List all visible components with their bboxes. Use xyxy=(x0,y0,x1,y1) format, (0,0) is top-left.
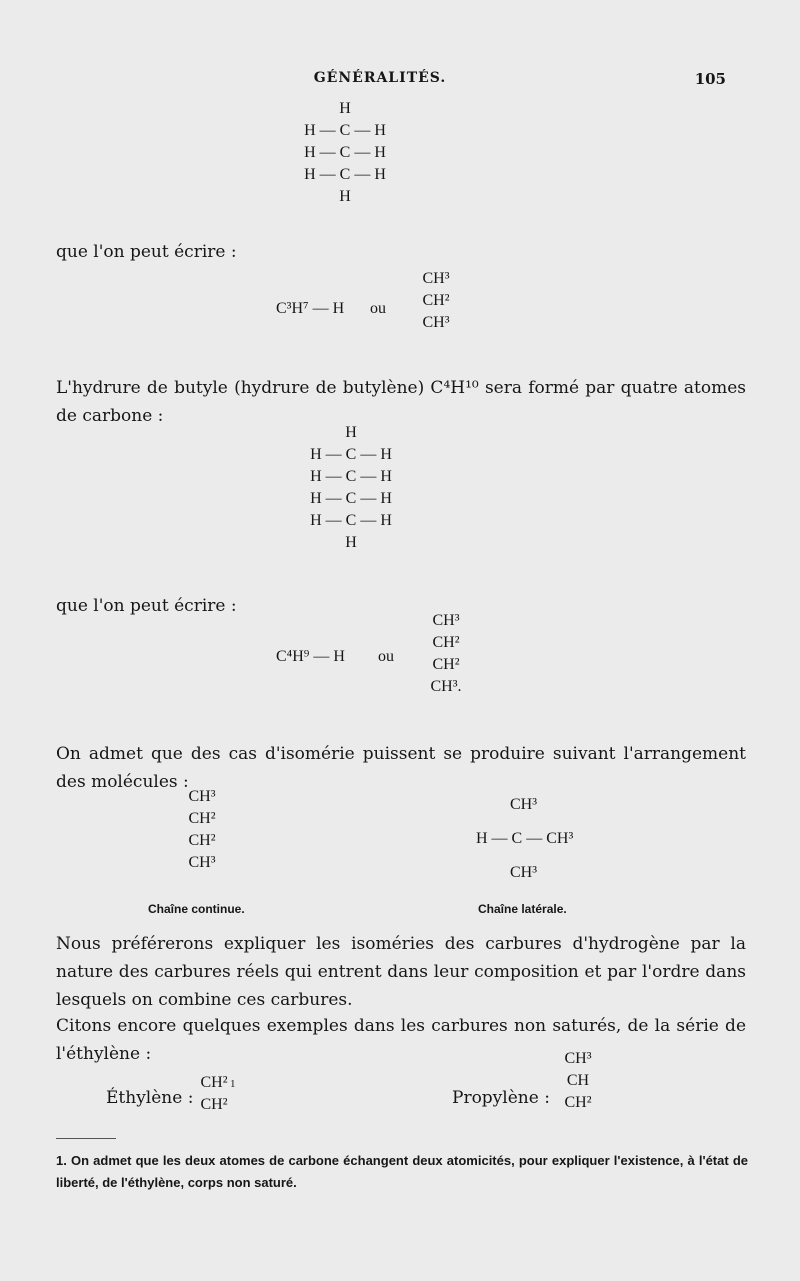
ethylene-footnote-mark: 1 xyxy=(230,1078,236,1090)
formula-row: CH² xyxy=(200,1096,228,1113)
chain-continue-stack xyxy=(180,786,224,874)
text-que-lon-2: que l'on peut écrire : xyxy=(56,596,237,616)
paragraph-butyl: L'hydrure de butyle (hydrure de butylène) C⁴H¹⁰ sera formé par quatre atomes de carbone : xyxy=(56,378,746,426)
formula1-ou: ou xyxy=(370,300,386,317)
caption-chaine-continue: Chaîne continue. xyxy=(148,902,245,916)
formula-row: CH² xyxy=(188,810,216,827)
butyl-structure xyxy=(306,422,396,554)
formula-row: CH² xyxy=(432,656,460,673)
formula-row: CH³ xyxy=(188,788,216,805)
paragraph-preferons: Nous préférerons expliquer les isoméries des carbures d'hydrogène par la nature des carbures réels qui entrent dans leur composition et par l'ordre dans lesquels on combine ces carbures. xyxy=(56,934,746,1010)
formula2-left: C⁴H⁹ — H xyxy=(276,648,345,665)
formula-row: H — C — H xyxy=(310,490,392,507)
page-number: 105 xyxy=(694,70,726,88)
formula2-stack xyxy=(424,610,468,698)
chain-laterale-bottom: CH³ xyxy=(510,864,538,881)
formula-row: CH² xyxy=(188,832,216,849)
formula-row: H xyxy=(339,100,351,117)
formula-row: CH³. xyxy=(430,678,462,695)
propane-structure xyxy=(300,98,390,208)
ethylene-formula xyxy=(196,1072,232,1116)
formula2-ou: ou xyxy=(378,648,394,665)
formula-row: H xyxy=(345,534,357,551)
footnote-rule xyxy=(56,1138,116,1139)
formula-row: H — C — H xyxy=(304,122,386,139)
formula1-stack xyxy=(416,268,456,334)
paragraph-citons: Citons encore quelques exemples dans les carbures non saturés, de la série de l'éthylène : xyxy=(56,1016,746,1064)
running-title: GÉNÉRALITÉS. xyxy=(313,70,447,86)
formula-row: CH³ xyxy=(564,1050,592,1067)
caption-chaine-laterale: Chaîne latérale. xyxy=(478,902,567,916)
page-header xyxy=(0,70,800,94)
formula-row: H — C — H xyxy=(304,166,386,183)
formula-row: CH³ xyxy=(432,612,460,629)
formula-row: H — C — H xyxy=(310,446,392,463)
formula-row: H — C — H xyxy=(304,144,386,161)
formula-row: CH³ xyxy=(422,270,450,287)
formula-row: CH xyxy=(566,1072,590,1089)
formula-row: H — C — H xyxy=(310,512,392,529)
formula-row: CH³ xyxy=(188,854,216,871)
formula-row: H — C — H xyxy=(310,468,392,485)
formula-row: CH² xyxy=(432,634,460,651)
formula-row: CH³ xyxy=(422,314,450,331)
chain-laterale-middle: H — C — CH³ xyxy=(476,830,574,847)
formula-row: CH² xyxy=(200,1074,228,1091)
propylene-formula xyxy=(558,1048,598,1114)
formula-row: CH² xyxy=(422,292,450,309)
footnote: 1. On admet que les deux atomes de carbone échangent deux atomicités, pour expliquer l'existence, à l'état de liberté, de l'éthylène, corps non saturé. xyxy=(56,1153,748,1190)
formula-row: H xyxy=(345,424,357,441)
paragraph-isomerie: On admet que des cas d'isomérie puissent se produire suivant l'arrangement des molécules : xyxy=(56,744,746,792)
text-que-lon-1: que l'on peut écrire : xyxy=(56,242,237,262)
formula-row: H xyxy=(339,188,351,205)
formula-row: CH² xyxy=(564,1094,592,1111)
propylene-label: Propylène : xyxy=(452,1088,550,1108)
chain-laterale-top: CH³ xyxy=(510,796,538,813)
ethylene-label: Éthylène : xyxy=(106,1088,194,1108)
formula1-left: C³H⁷ — H xyxy=(276,300,345,317)
